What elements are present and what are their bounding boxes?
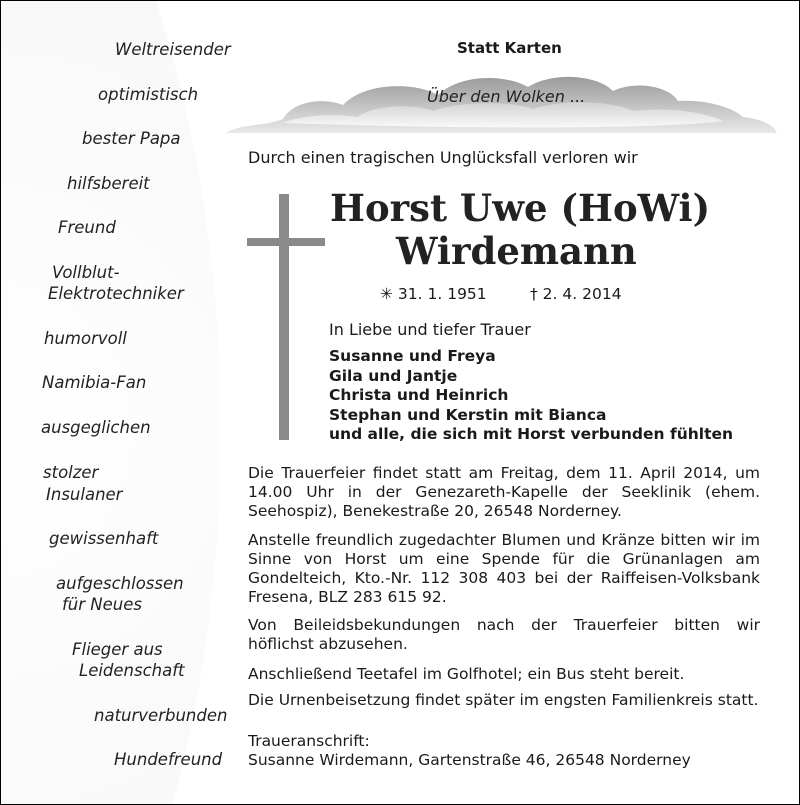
quality-word: aufgeschlossen: [56, 574, 184, 593]
quality-word: Weltreisender: [115, 40, 231, 59]
quality-word: Insulaner: [46, 485, 123, 504]
quality-word: stolzer: [43, 463, 99, 482]
family-list: [329, 347, 733, 445]
family-member: Susanne und Freya: [329, 347, 496, 365]
quality-word: naturverbunden: [94, 706, 228, 725]
family-member: und alle, die sich mit Horst verbunden fühlten: [329, 425, 734, 443]
death-date: † 2. 4. 2014: [530, 285, 622, 303]
family-member: Gila und Jantje: [329, 366, 458, 385]
birth-date: ✳ 31. 1. 1951: [380, 285, 487, 303]
ceremony-paragraph: Die Trauerfeier findet statt am Freitag, dem 11. April 2014, um 14.00 Uhr in der Genezareth-Kapelle der Seeklinik (ehem. Seehospiz), Benekestraße 20, 26548 Norderney.: [248, 464, 760, 520]
urn-paragraph: Die Urnenbeisetzung findet später im engsten Familienkreis statt.: [248, 691, 759, 709]
deceased-name-line1: Horst Uwe (HoWi): [330, 186, 711, 230]
quality-word: gewissenhaft: [49, 529, 159, 548]
quality-word: Elektrotechniker: [48, 284, 184, 303]
quality-word: ausgeglichen: [41, 418, 151, 437]
quality-word: humorvoll: [44, 329, 127, 348]
cloud-caption: Über den Wolken ...: [427, 87, 586, 106]
tea-paragraph: Anschließend Teetafel im Golfhotel; ein Bus steht bereit.: [248, 665, 685, 683]
family-member: Christa und Heinrich: [329, 386, 509, 404]
intro-line: Durch einen tragischen Unglücksfall verloren wir: [248, 148, 638, 167]
quality-word: hilfsbereit: [67, 174, 150, 193]
quality-word: Leidenschaft: [79, 661, 185, 680]
address-line: Susanne Wirdemann, Gartenstraße 46, 26548 Norderney: [248, 751, 691, 769]
family-member: Stephan und Kerstin mit Bianca: [329, 405, 607, 424]
deceased-name-line2: Wirdemann: [396, 229, 637, 273]
condolences-paragraph: Von Beileidsbekundungen nach der Trauerfeier bitten wir höflichst abzusehen.: [248, 616, 760, 653]
address-label: Traueranschrift:: [248, 732, 370, 750]
quality-word: Freund: [58, 218, 116, 237]
quality-word: Flieger aus: [72, 640, 163, 659]
cross-icon: [247, 194, 327, 440]
quality-word: Vollblut-: [52, 263, 120, 282]
mourning-line: In Liebe und tiefer Trauer: [329, 320, 531, 339]
statt-karten-heading: Statt Karten: [457, 39, 562, 57]
quality-word: Namibia-Fan: [42, 373, 147, 392]
donation-paragraph: Anstelle freundlich zugedachter Blumen und Kränze bitten wir im Sinne von Horst um eine Spende für die Grünanlagen am Gondelteich, Kto.-Nr. 112 308 403 bei der Raiffeisen-Volksbank Fresena, BLZ 283 615 92.: [248, 531, 760, 606]
quality-word: optimistisch: [98, 85, 199, 104]
quality-word: für Neues: [62, 595, 142, 614]
quality-word: bester Papa: [82, 129, 181, 148]
quality-word: Hundefreund: [114, 750, 223, 769]
sidebar-arc-background: [0, 0, 221, 805]
